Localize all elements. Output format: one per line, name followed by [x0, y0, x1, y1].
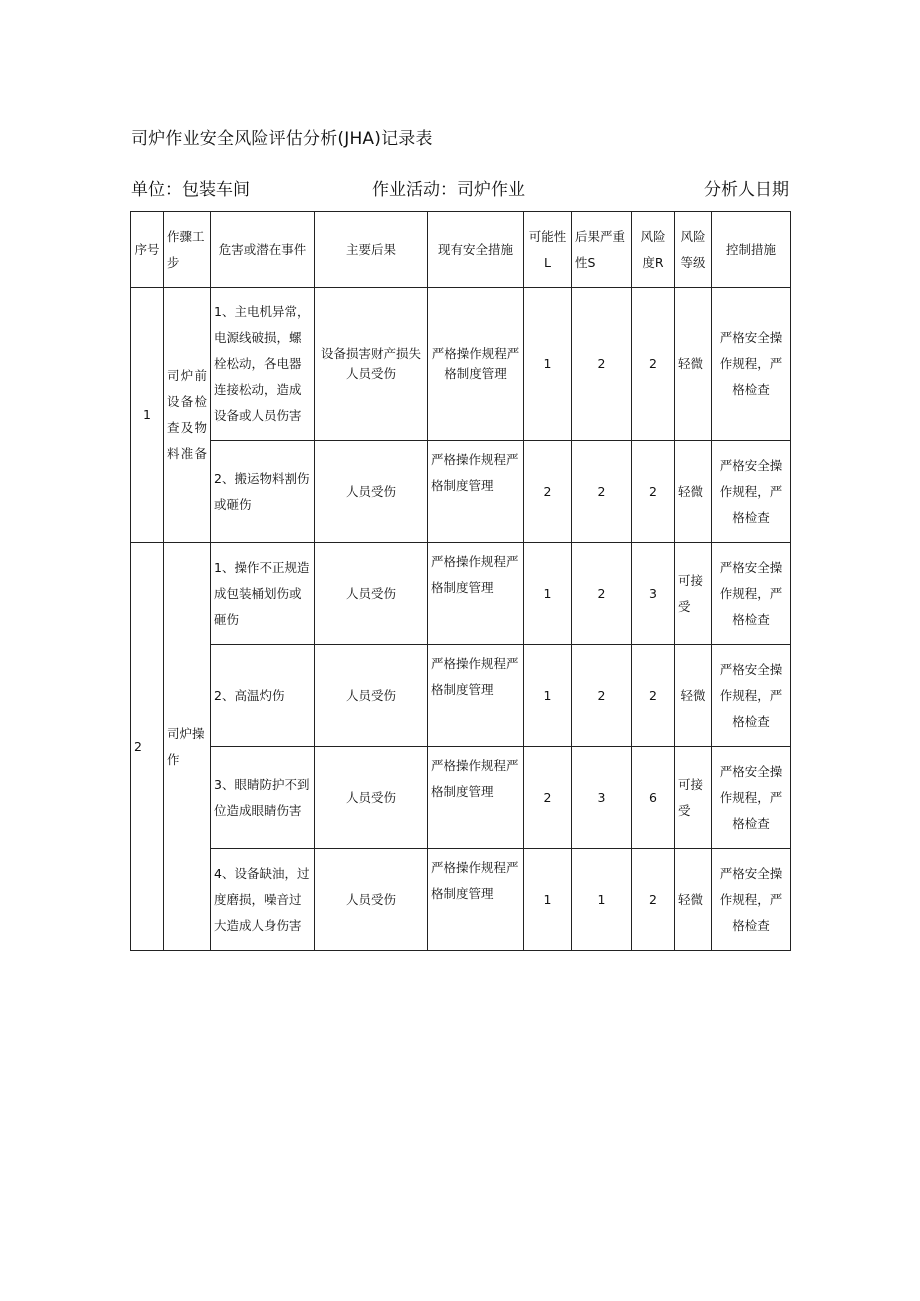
severity-cell: 2 [572, 288, 632, 441]
severity-cell: 2 [572, 543, 632, 645]
header-control: 控制措施 [712, 212, 791, 288]
control-cell: 严格安全操作规程，严格检查 [712, 849, 791, 951]
header-likelihood: 可能性L [524, 212, 572, 288]
level-cell: 轻微 [675, 645, 712, 747]
table-row [131, 543, 791, 645]
measures-cell: 严格操作规程严格制度管理 [428, 288, 524, 441]
control-cell: 严格安全操作规程，严格检查 [712, 288, 791, 441]
severity-cell: 3 [572, 747, 632, 849]
header-consequence: 主要后果 [315, 212, 428, 288]
risk-cell: 6 [632, 747, 675, 849]
table-row [131, 441, 791, 543]
seq-cell: 1 [131, 288, 164, 543]
measures-cell: 严格操作规程严格制度管理 [428, 645, 524, 747]
consequence-cell: 设备损害财产损失人员受伤 [315, 288, 428, 441]
control-cell: 严格安全操作规程，严格检查 [712, 543, 791, 645]
hazard-cell: 2、高温灼伤 [211, 645, 315, 747]
activity-label: 作业活动：司炉作业 [372, 180, 525, 200]
header-measures: 现有安全措施 [428, 212, 524, 288]
header-row [131, 212, 791, 288]
control-cell: 严格安全操作规程，严格检查 [712, 645, 791, 747]
jha-table [130, 211, 791, 951]
measures-cell: 严格操作规程严格制度管理 [428, 543, 524, 645]
hazard-cell: 4、设备缺油，过度磨损，噪音过大造成人身伤害 [211, 849, 315, 951]
step-cell: 司炉操作 [164, 543, 211, 951]
header-seq: 序号 [131, 212, 164, 288]
risk-cell: 2 [632, 849, 675, 951]
measures-cell: 严格操作规程严格制度管理 [428, 849, 524, 951]
page-title: 司炉作业安全风险评估分析(JHA)记录表 [131, 129, 433, 149]
risk-cell: 2 [632, 441, 675, 543]
severity-cell: 2 [572, 441, 632, 543]
header-step: 作骤工步 [164, 212, 211, 288]
control-cell: 严格安全操作规程，严格检查 [712, 747, 791, 849]
level-cell: 轻微 [675, 849, 712, 951]
analyst-date-label: 分析人日期 [704, 180, 789, 200]
header-level: 风险等级 [675, 212, 712, 288]
severity-cell: 2 [572, 645, 632, 747]
unit-label: 单位：包装车间 [131, 180, 250, 200]
likelihood-cell: 2 [524, 441, 572, 543]
table-row [131, 645, 791, 747]
level-cell: 可接受 [675, 543, 712, 645]
consequence-cell: 人员受伤 [315, 747, 428, 849]
hazard-cell: 2、搬运物料割伤或砸伤 [211, 441, 315, 543]
measures-cell: 严格操作规程严格制度管理 [428, 747, 524, 849]
likelihood-cell: 1 [524, 288, 572, 441]
likelihood-cell: 2 [524, 747, 572, 849]
consequence-cell: 人员受伤 [315, 849, 428, 951]
level-cell: 轻微 [675, 288, 712, 441]
hazard-cell: 3、眼睛防护不到位造成眼睛伤害 [211, 747, 315, 849]
likelihood-cell: 1 [524, 645, 572, 747]
step-cell: 司炉前设备检查及物料准备 [164, 288, 211, 543]
likelihood-cell: 1 [524, 543, 572, 645]
hazard-cell: 1、主电机异常，电源线破损，螺栓松动，各电器连接松动，造成设备或人员伤害 [211, 288, 315, 441]
seq-cell: 2 [131, 543, 164, 951]
table-row [131, 288, 791, 441]
control-cell: 严格安全操作规程，严格检查 [712, 441, 791, 543]
consequence-cell: 人员受伤 [315, 441, 428, 543]
risk-cell: 2 [632, 645, 675, 747]
likelihood-cell: 1 [524, 849, 572, 951]
level-cell: 轻微 [675, 441, 712, 543]
consequence-cell: 人员受伤 [315, 543, 428, 645]
measures-cell: 严格操作规程严格制度管理 [428, 441, 524, 543]
level-cell: 可接受 [675, 747, 712, 849]
header-hazard: 危害或潜在事件 [211, 212, 315, 288]
consequence-cell: 人员受伤 [315, 645, 428, 747]
risk-cell: 3 [632, 543, 675, 645]
severity-cell: 1 [572, 849, 632, 951]
hazard-cell: 1、操作不正规造成包装桶划伤或砸伤 [211, 543, 315, 645]
risk-cell: 2 [632, 288, 675, 441]
table-row [131, 747, 791, 849]
header-risk: 风险度R [632, 212, 675, 288]
table-row [131, 849, 791, 951]
header-severity: 后果严重性S [572, 212, 632, 288]
